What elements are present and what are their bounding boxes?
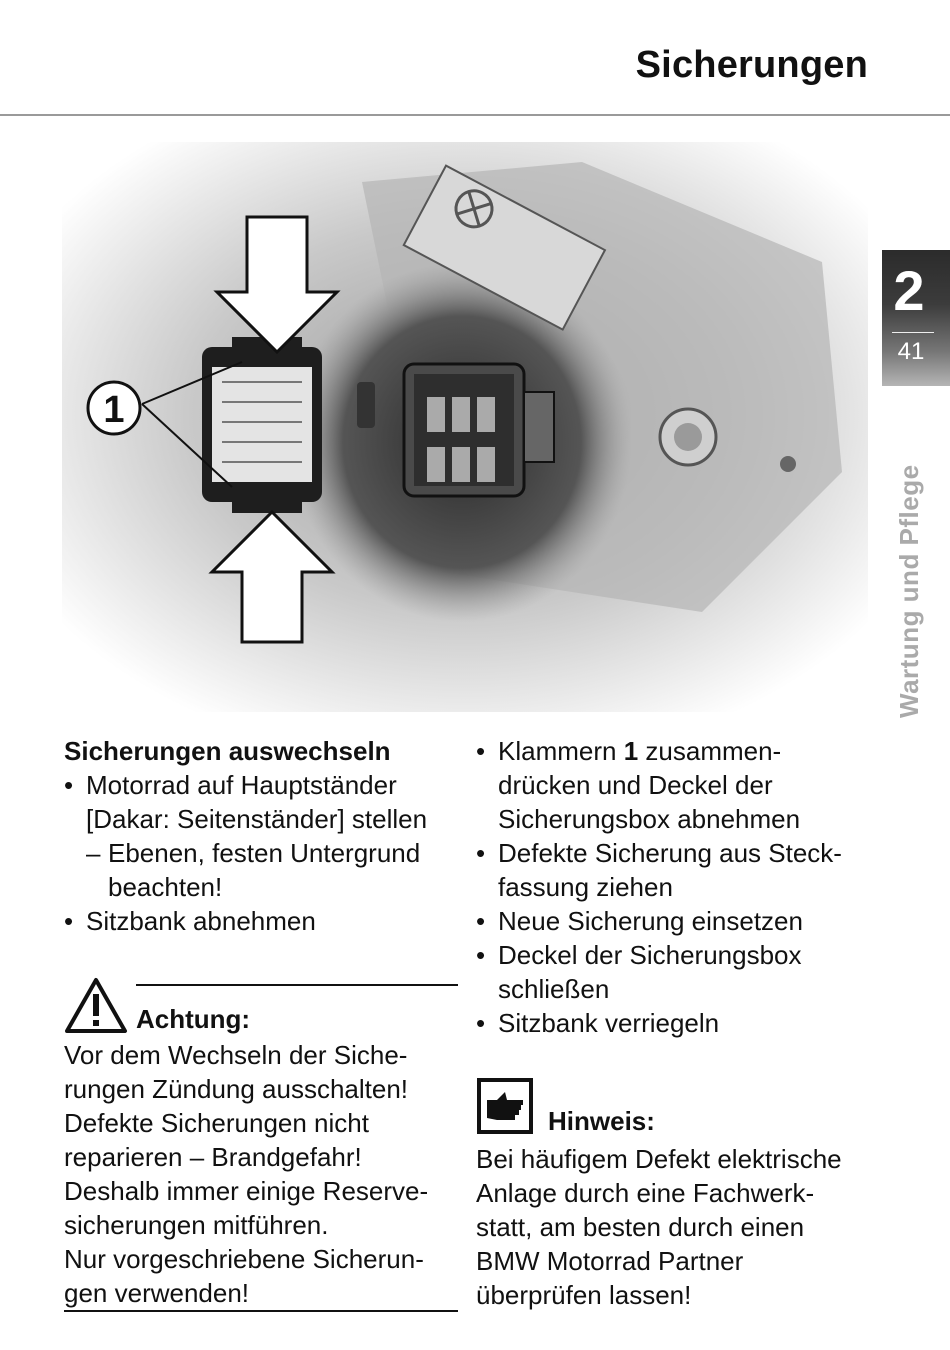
step-text: fassung ziehen xyxy=(498,872,673,902)
list-item xyxy=(476,836,876,904)
sub-item xyxy=(64,836,459,904)
note-line: statt, am besten durch einen xyxy=(476,1212,805,1242)
warning-rule-bottom xyxy=(64,1310,458,1312)
sub-item-text: Ebenen, festen Untergrund xyxy=(108,838,421,868)
header-divider xyxy=(0,114,950,116)
chapter-number: 2 xyxy=(893,259,925,322)
note-icon xyxy=(477,1078,533,1134)
list-item-text: [Dakar: Seitenständer] stellen xyxy=(86,804,428,834)
sub-item-text: beachten! xyxy=(108,872,223,902)
warning-line: sicherungen mitführen. xyxy=(64,1210,329,1240)
chapter-tab xyxy=(882,250,950,386)
step-text: zusammen- xyxy=(638,736,782,766)
section-label: Wartung und Pflege xyxy=(894,464,924,718)
note-line: überprüfen lassen! xyxy=(476,1280,692,1310)
fuse-box-left xyxy=(202,337,322,513)
step-text: Neue Sicherung einsetzen xyxy=(498,906,803,936)
bolt-inner xyxy=(674,423,702,451)
nut xyxy=(780,456,796,472)
list-item xyxy=(64,768,459,836)
warning-line: Deshalb immer einige Reserve- xyxy=(64,1176,429,1206)
right-column xyxy=(476,734,876,1040)
section-heading: Sicherungen auswechseln xyxy=(64,736,391,766)
note-line: BMW Motorrad Partner xyxy=(476,1246,744,1276)
spare-fuse xyxy=(357,382,375,428)
warning-rule-top xyxy=(136,984,458,986)
step-text: Deckel der Sicherungsbox xyxy=(498,940,802,970)
note-line: Bei häufigem Defekt elektrische xyxy=(476,1144,842,1174)
step-text: Klammern xyxy=(498,736,624,766)
list-item xyxy=(476,734,876,836)
page-title: Sicherungen xyxy=(635,44,868,86)
step-text: schließen xyxy=(498,974,610,1004)
warning-line: rungen Zündung ausschalten! xyxy=(64,1074,409,1104)
warning-line: reparieren – Brandgefahr! xyxy=(64,1142,362,1172)
warning-body xyxy=(64,1038,464,1310)
list-item xyxy=(476,1006,876,1040)
warning-icon xyxy=(64,976,128,1034)
callout-number: 1 xyxy=(103,389,125,431)
list-item xyxy=(64,904,459,938)
list-item-text: Motorrad auf Hauptständer xyxy=(86,770,397,800)
page-number: 41 xyxy=(897,338,925,365)
list-item xyxy=(476,904,876,938)
note-line: Anlage durch eine Fachwerk- xyxy=(476,1178,815,1208)
step-text: Defekte Sicherung aus Steck- xyxy=(498,838,842,868)
warning-title: Achtung: xyxy=(136,1004,251,1034)
warning-line: Vor dem Wechseln der Siche- xyxy=(64,1040,408,1070)
callout-reference: 1 xyxy=(623,736,639,766)
list-item xyxy=(476,938,876,1006)
step-text: Sicherungsbox abnehmen xyxy=(498,804,801,834)
left-column xyxy=(64,734,459,938)
fuse-box-photo xyxy=(62,142,868,712)
tab-divider xyxy=(892,332,934,333)
warning-line: Defekte Sicherungen nicht xyxy=(64,1108,369,1138)
step-text: Sitzbank verriegeln xyxy=(498,1008,720,1038)
list-item-text: Sitzbank abnehmen xyxy=(86,906,316,936)
warning-line: Nur vorgeschriebene Sicherun- xyxy=(64,1244,424,1274)
warning-line: gen verwenden! xyxy=(64,1278,250,1308)
step-text: drücken und Deckel der xyxy=(498,770,773,800)
note-body xyxy=(476,1142,876,1312)
note-title: Hinweis: xyxy=(548,1106,655,1136)
